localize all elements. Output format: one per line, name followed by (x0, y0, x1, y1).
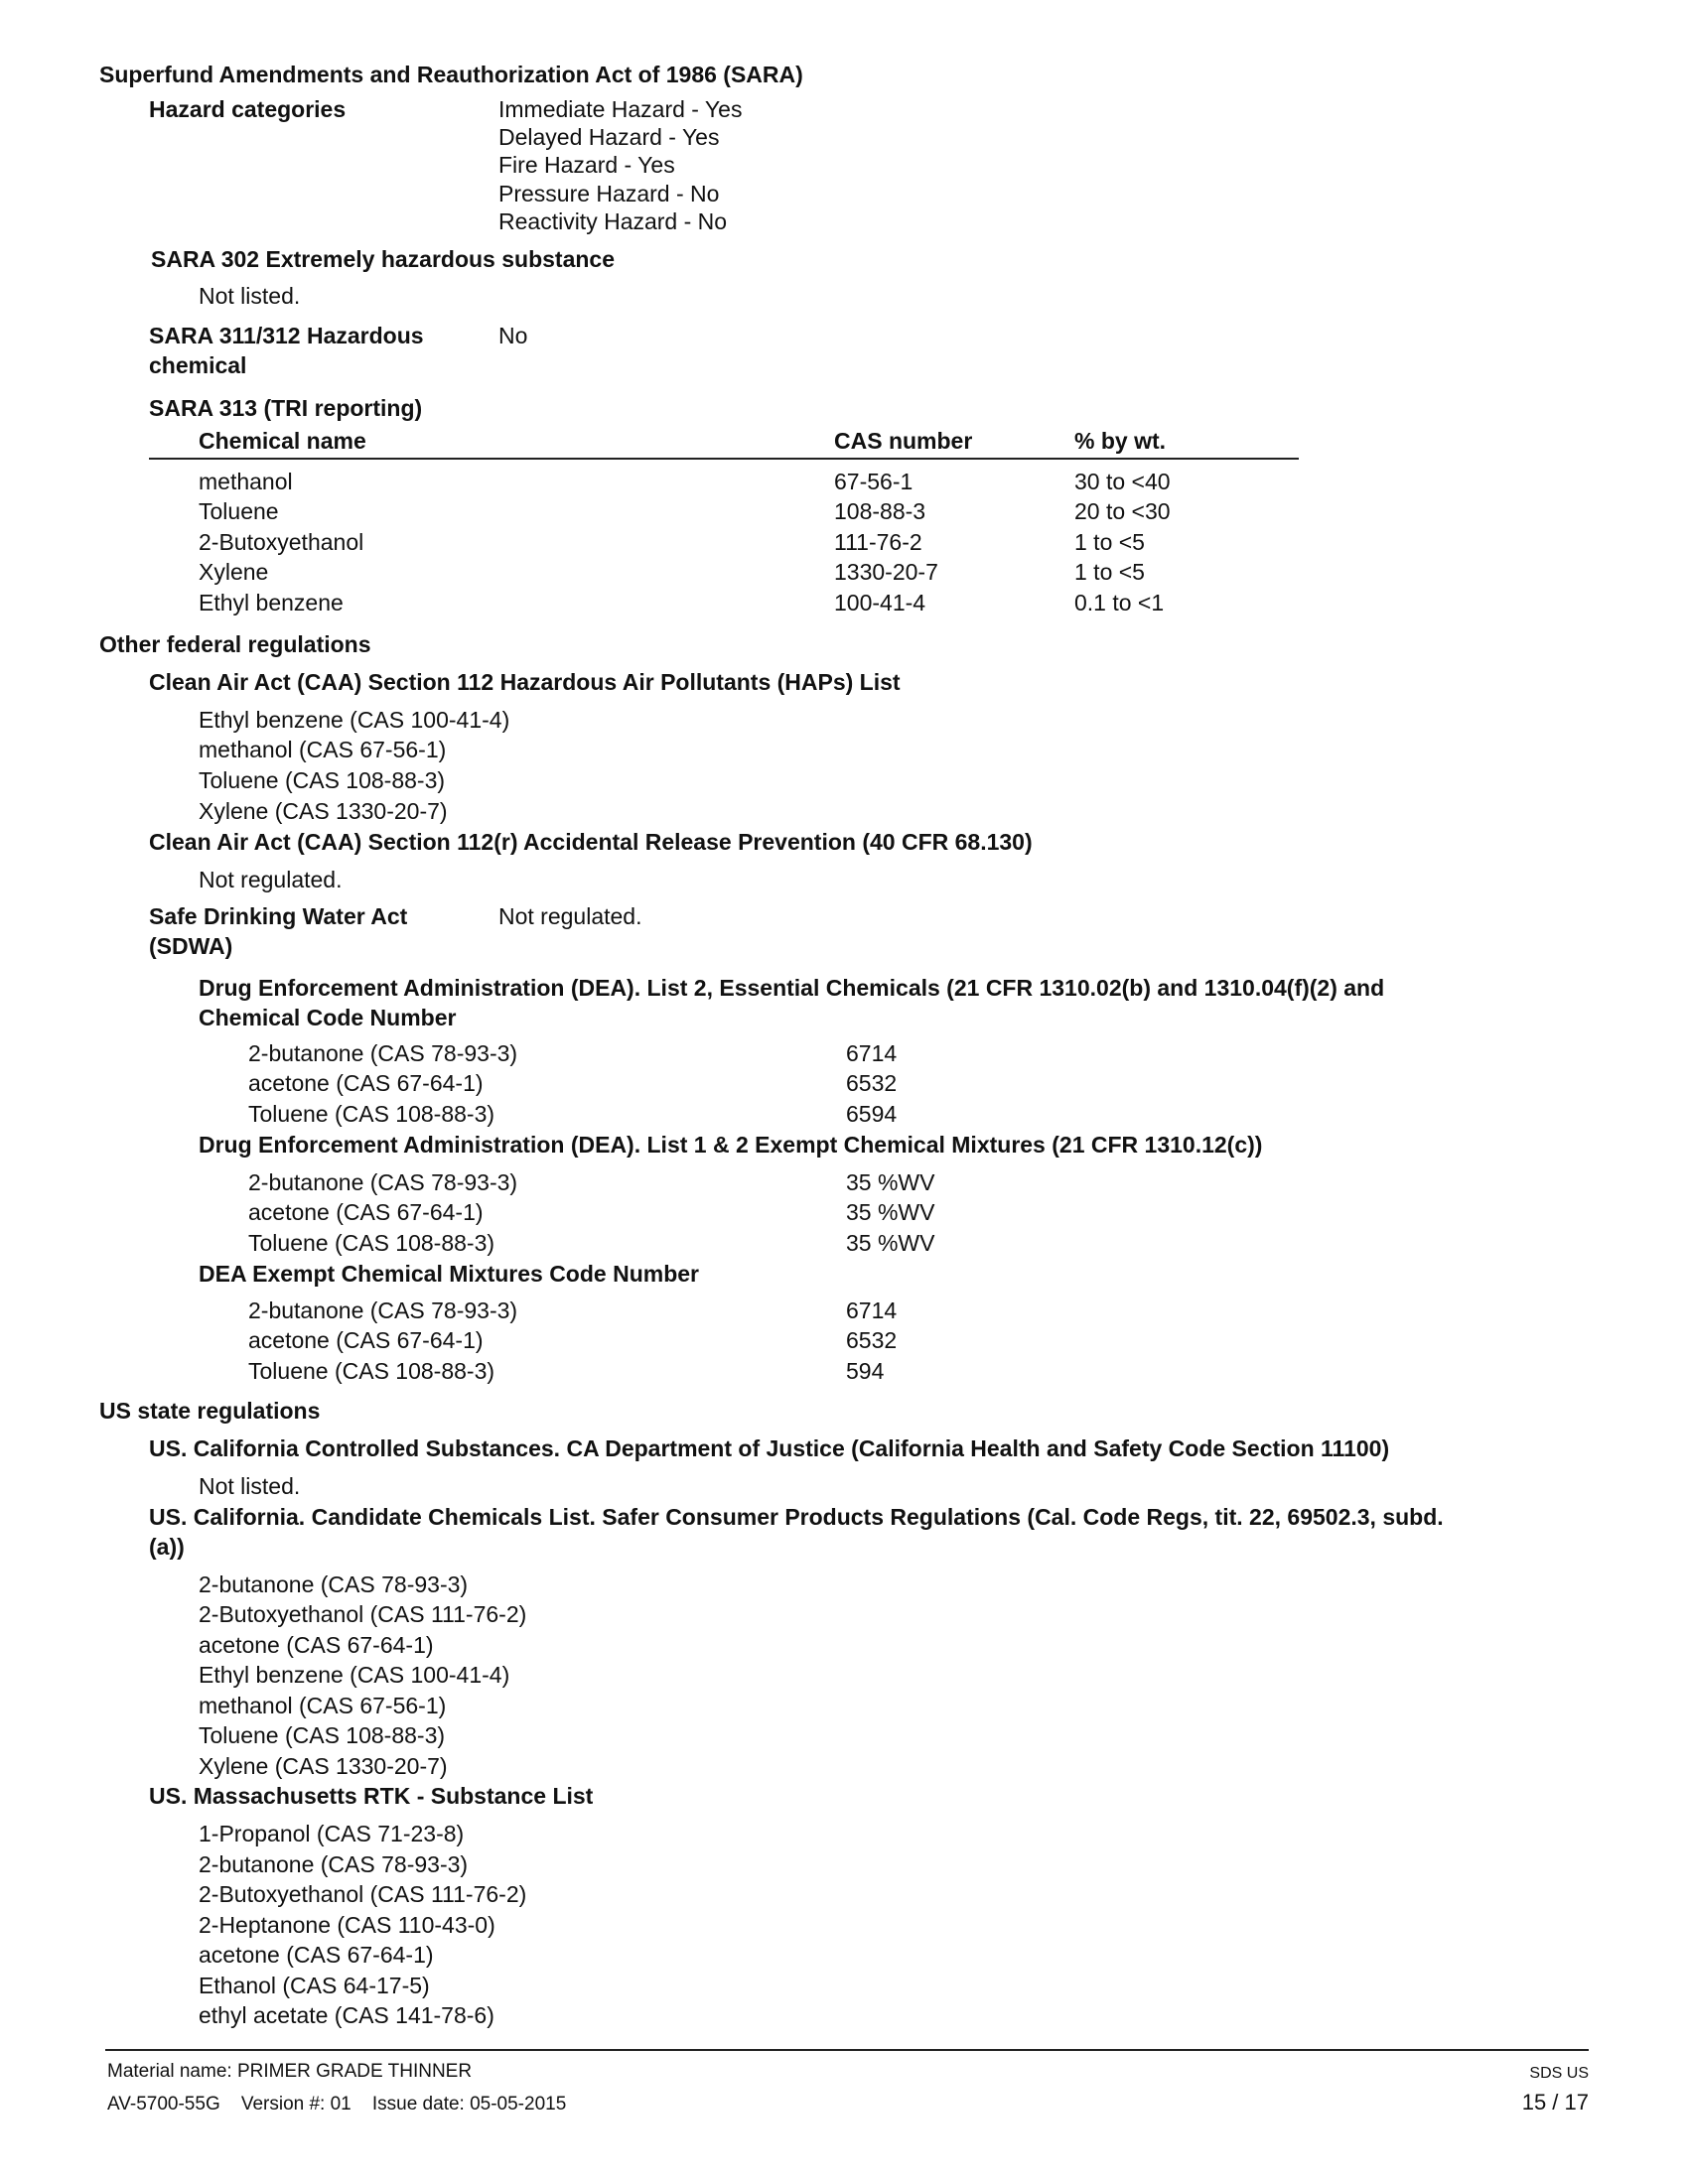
list-item: 1-Propanol (CAS 71-23-8) (199, 1821, 465, 1846)
list-item: 2-butanone (CAS 78-93-3) (199, 1571, 469, 1597)
dea-row-code: 594 (846, 1358, 885, 1384)
ca-candidate-title: US. California. Candidate Chemicals List. Safer Consumer Products Regulations (Cal. Code Regs, tit. 22, 69502.3, subd. (149, 1504, 1444, 1530)
dea-row-chemical: Toluene (CAS 108-88-3) (248, 1101, 495, 1127)
table-cell: 111-76-2 (834, 529, 922, 555)
list-item: Toluene (CAS 108-88-3) (199, 767, 446, 793)
ca-controlled-value: Not listed. (199, 1473, 301, 1499)
sara-311-label: SARA 311/312 Hazardous (149, 323, 424, 348)
list-item: Xylene (CAS 1330-20-7) (199, 798, 448, 824)
dea-row-chemical: 2-butanone (CAS 78-93-3) (248, 1297, 518, 1323)
sara-302-value: Not listed. (199, 283, 301, 309)
hazard-categories-label: Hazard categories (149, 96, 347, 122)
dea-row-code: 6532 (846, 1070, 898, 1096)
list-item: Ethyl benzene (CAS 100-41-4) (199, 1662, 510, 1688)
list-item: Ethyl benzene (CAS 100-41-4) (199, 707, 510, 733)
table-cell: 1330-20-7 (834, 559, 938, 585)
footer-sds-label: SDS US (1529, 2065, 1589, 2082)
table-cell: Ethyl benzene (199, 590, 344, 615)
list-item: ethyl acetate (CAS 141-78-6) (199, 2002, 494, 2028)
dea-row-chemical: Toluene (CAS 108-88-3) (248, 1358, 495, 1384)
dea-row-code: 6532 (846, 1327, 898, 1353)
dea-row-code: 6714 (846, 1040, 898, 1066)
table-header-chemical: Chemical name (199, 428, 366, 454)
table-cell: 1 to <5 (1074, 559, 1145, 585)
list-item: Xylene (CAS 1330-20-7) (199, 1753, 448, 1779)
footer-rule (105, 2049, 1589, 2051)
list-item: 2-Heptanone (CAS 110-43-0) (199, 1912, 495, 1938)
footer-id-line: AV-5700-55G Version #: 01 Issue date: 05-05-2015 (107, 2094, 567, 2115)
table-cell: 2-Butoxyethanol (199, 529, 364, 555)
table-cell: 100-41-4 (834, 590, 926, 615)
dea-row-value: 35 %WV (846, 1199, 935, 1225)
other-federal-title: Other federal regulations (99, 631, 371, 657)
state-title: US state regulations (99, 1398, 321, 1424)
list-item: 2-Butoxyethanol (CAS 111-76-2) (199, 1601, 527, 1627)
sara-302-title: SARA 302 Extremely hazardous substance (151, 246, 615, 272)
dea-list12-title: Drug Enforcement Administration (DEA). List 1 & 2 Exempt Chemical Mixtures (21 CFR 1310.12(c)) (199, 1132, 1263, 1158)
dea-list2-title: Drug Enforcement Administration (DEA). List 2, Essential Chemicals (21 CFR 1310.02(b) and 1310.04(f)(2) and (199, 975, 1385, 1001)
table-cell: Toluene (199, 498, 279, 524)
ma-rtk-title: US. Massachusetts RTK - Substance List (149, 1783, 594, 1809)
dea-row-chemical: Toluene (CAS 108-88-3) (248, 1230, 495, 1256)
dea-row-chemical: acetone (CAS 67-64-1) (248, 1070, 484, 1096)
ca-controlled-title: US. California Controlled Substances. CA Department of Justice (California Health and Safety Code Section 11100) (149, 1435, 1390, 1461)
dea-row-code: 6594 (846, 1101, 898, 1127)
hazard-item: Fire Hazard - Yes (498, 152, 675, 178)
list-item: Ethanol (CAS 64-17-5) (199, 1973, 430, 1998)
table-header-cas: CAS number (834, 428, 973, 454)
ca-candidate-title-cont: (a)) (149, 1534, 185, 1560)
list-item: Toluene (CAS 108-88-3) (199, 1722, 446, 1748)
dea-row-chemical: acetone (CAS 67-64-1) (248, 1327, 484, 1353)
dea-row-chemical: acetone (CAS 67-64-1) (248, 1199, 484, 1225)
caa-112r-title: Clean Air Act (CAA) Section 112(r) Accidental Release Prevention (40 CFR 68.130) (149, 829, 1033, 855)
sara-313-title: SARA 313 (TRI reporting) (149, 395, 423, 421)
list-item: methanol (CAS 67-56-1) (199, 1693, 447, 1718)
hazard-item: Delayed Hazard - Yes (498, 124, 720, 150)
table-cell: 30 to <40 (1074, 469, 1171, 494)
sara-311-value: No (498, 323, 528, 348)
table-cell: 67-56-1 (834, 469, 914, 494)
sara-311-label-cont: chemical (149, 352, 247, 378)
list-item: 2-butanone (CAS 78-93-3) (199, 1851, 469, 1877)
sdwa-label-cont: (SDWA) (149, 933, 233, 959)
dea-row-value: 35 %WV (846, 1169, 935, 1195)
list-item: acetone (CAS 67-64-1) (199, 1942, 434, 1968)
hazard-item: Immediate Hazard - Yes (498, 96, 743, 122)
table-cell: 108-88-3 (834, 498, 926, 524)
footer-page-number: 15 / 17 (1521, 2090, 1589, 2115)
dea-row-chemical: 2-butanone (CAS 78-93-3) (248, 1169, 518, 1195)
dea-row-value: 35 %WV (846, 1230, 935, 1256)
list-item: methanol (CAS 67-56-1) (199, 737, 447, 762)
hazard-item: Reactivity Hazard - No (498, 208, 728, 234)
caa-112-title: Clean Air Act (CAA) Section 112 Hazardous Air Pollutants (HAPs) List (149, 669, 901, 695)
footer-material-name: Material name: PRIMER GRADE THINNER (107, 2061, 473, 2082)
table-cell: 1 to <5 (1074, 529, 1145, 555)
dea-exempt-title: DEA Exempt Chemical Mixtures Code Number (199, 1261, 699, 1287)
dea-row-chemical: 2-butanone (CAS 78-93-3) (248, 1040, 518, 1066)
sara-title: Superfund Amendments and Reauthorization Act of 1986 (SARA) (99, 62, 803, 87)
table-cell: 20 to <30 (1074, 498, 1171, 524)
table-cell: methanol (199, 469, 293, 494)
dea-row-code: 6714 (846, 1297, 898, 1323)
table-cell: Xylene (199, 559, 269, 585)
sdwa-value: Not regulated. (498, 903, 642, 929)
hazard-item: Pressure Hazard - No (498, 181, 720, 206)
sdwa-label: Safe Drinking Water Act (149, 903, 408, 929)
list-item: acetone (CAS 67-64-1) (199, 1632, 434, 1658)
table-header-rule (149, 458, 1299, 460)
list-item: 2-Butoxyethanol (CAS 111-76-2) (199, 1881, 527, 1907)
dea-list2-title-cont: Chemical Code Number (199, 1005, 457, 1030)
caa-112r-value: Not regulated. (199, 867, 343, 892)
table-header-percent: % by wt. (1074, 428, 1167, 454)
table-cell: 0.1 to <1 (1074, 590, 1165, 615)
